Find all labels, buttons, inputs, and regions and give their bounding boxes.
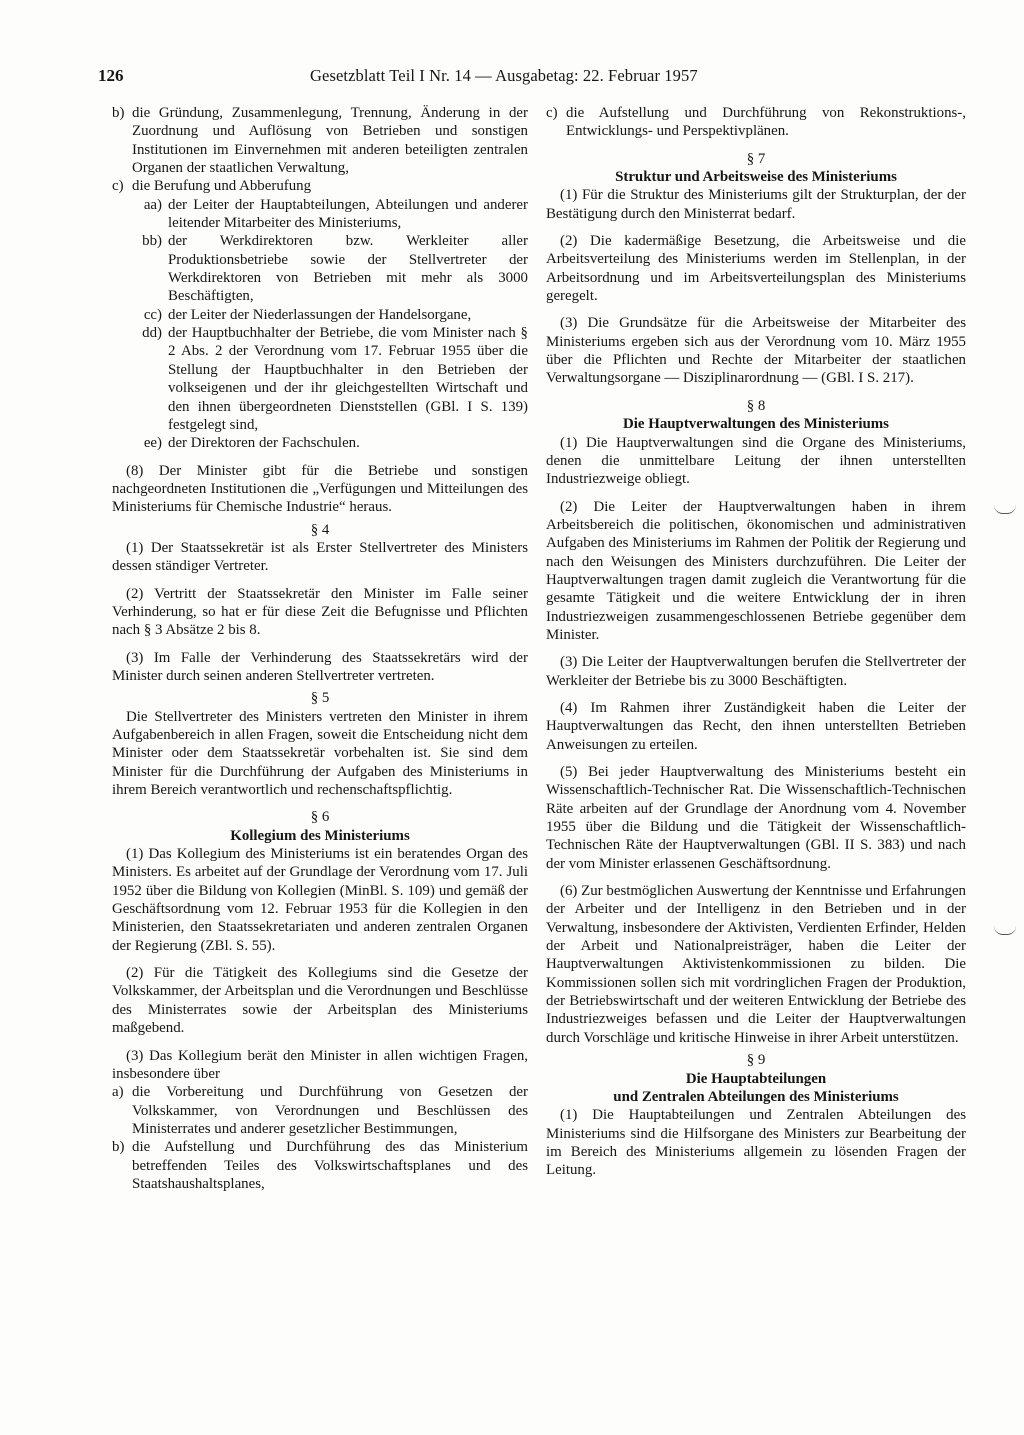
paragraph: (1) Die Hauptabteilungen und Zentralen Abteilungen des Ministeriums sind die Hilfsorgane des Ministers zur Bearbeitung der im Bereich des Ministeriums allgemein zu lösenden Fragen der Leitung. <box>546 1107 966 1179</box>
sub-list-item <box>112 434 528 452</box>
list-text: der Hauptbuchhalter der Betriebe, die vom Minister nach § 2 Abs. 2 der Verordnung vom 17. Februar 1955 über die Stellung der Hauptbuchhalter in den Betrieben der volkseigenen und der ihr gleichgestellten Wirtschaft und den ihnen übergeordneten Dienststellen (GBl. I S. 139) festgelegt sind, <box>168 325 528 433</box>
sub-list-item <box>112 324 528 434</box>
list-label: aa) <box>143 196 162 213</box>
paragraph: (3) Die Grundsätze für die Arbeitsweise der Mitarbeiter des Ministeriums ergeben sich aus der Verordnung vom 10. März 1955 über die Pflichten und Rechte der Mitarbeiter der staatlichen Verwaltungsorgane — Disziplinarordnung — (GBl. I S. 217). <box>546 315 966 387</box>
list-label: ee) <box>143 435 162 452</box>
paragraph: (1) Das Kollegium des Ministeriums ist ein beratendes Organ des Ministers. Es arbeitet auf der Grundlage der Verordnung vom 17. Juli 1952 über die Bildung von Kollegien (MinBl. S. 109) und gemäß der Geschäftsordnung vom 12. Februar 1953 für die Kollegien in den Ministerien, den Staatssekretariaten und anderen zentralen Organen der Regierung (ZBl. S. 55). <box>112 846 528 954</box>
list-text: der Leiter der Niederlassungen der Handelsorgane, <box>168 306 472 323</box>
paragraph: (2) Die Leiter der Hauptverwaltungen haben in ihrem Arbeitsbereich die politischen, ökonomischen und administrativen Aufgaben des Ministeriums im Rahmen der Politik der Regierung und nach den Weisungen des Ministers durchzuführen. Die Leiter der Hauptverwaltungen tragen damit zugleich die Verantwortung für die gesamte Tätigkeit und die weitere Entwicklung der in ihren Industriezweigen zusammengeschlossenen Betriebe gegenüber dem Minister. <box>546 498 966 643</box>
paragraph: (2) Vertritt der Staatssekretär den Minister im Falle seiner Verhinderung, so hat er für diese Zeit die Befugnisse und Pflichten nach § 3 Absätze 2 bis 8. <box>112 585 528 639</box>
list-label: dd) <box>142 325 162 342</box>
paragraph: (6) Zur bestmöglichen Auswertung der Kenntnisse und Erfahrungen der Arbeiter und der Intelligenz in den Betrieben und in der Verwaltung, insbesondere der Aktivisten, Verdienten Erfinder, Helden der Arbeit und Nationalpreisträger, haben die Leiter der Hauptverwaltungen Aktivistenkommissionen zu bilden. Die Kommissionen sollen sich mit vordringlichen Fragen der Produktion, der Betriebswirtschaft und der weiteren Entwicklung der Betriebe des Industriezweiges befassen und die Leiter der Hauptverwaltungen durch Vorschläge und kritische Hinweise in ihrer Arbeit unterstützen. <box>546 883 966 1046</box>
sub-list-item <box>112 196 528 233</box>
margin-mark <box>994 505 1016 514</box>
paragraph: Die Stellvertreter des Ministers vertreten den Minister in ihrem Aufgabenbereich in allen Fragen, soweit die Entscheidung nicht dem Minister oder dem Staatssekretär vorbehalten ist. Sie sind dem Minister für die Durchführung der Aufgaben des Ministeriums in ihrem Bereich verantwortlich und rechenschaftspflichtig. <box>112 708 528 799</box>
list-item <box>112 104 528 177</box>
paragraph: (5) Bei jeder Hauptverwaltung des Ministeriums besteht ein Wissenschaftlich-Technischer Rat. Die Wissenschaftlich-Technischen Räte arbeiten auf der Grundlage der Anordnung vom 4. November 1955 über die Bildung und die Tätigkeit der Wissenschaftlich-Technischen Räte der Hauptverwaltungen (GBl. II S. 383) und nach der vom Minister erlassenen Geschäftsordnung. <box>546 764 966 872</box>
list-label: c) <box>546 105 558 121</box>
section-title: Struktur und Arbeitsweise des Ministeriums <box>615 169 897 186</box>
list-text: die Aufstellung und Durchführung des das Ministerium betreffenden Teiles des Volkswirtschaftsplanes und des Staatshaushaltsplanes, <box>132 1139 528 1192</box>
list-label: b) <box>112 1139 125 1156</box>
gazette-title: Gesetzblatt Teil I Nr. 14 — Ausgabetag: 22. Februar 1957 <box>310 66 698 85</box>
page-header <box>90 66 970 86</box>
list-label: b) <box>112 105 125 121</box>
sub-list-item <box>112 232 528 305</box>
list-text: die Vorbereitung und Durchführung von Gesetzen der Volkskammer, von Verordnungen und Beschlüssen des Ministerrates und anderer gesetzlicher Bestimmungen, <box>132 1084 528 1137</box>
section-title: Kollegium des Ministeriums <box>230 827 410 844</box>
section-heading: § 8 <box>746 397 766 414</box>
section-title: Die Hauptabteilungen <box>685 1070 827 1087</box>
list-text: die Berufung und Abberufung <box>132 178 312 195</box>
list-label: bb) <box>142 233 162 250</box>
paragraph: (3) Das Kollegium berät den Minister in allen wichtigen Fragen, insbesondere über <box>112 1047 528 1082</box>
list-label: cc) <box>143 306 162 323</box>
section-heading: § 4 <box>310 521 330 538</box>
section-heading: § 9 <box>746 1052 766 1069</box>
list-text: die Gründung, Zusammenlegung, Trennung, Änderung in der Zuordnung und Auflösung von Betrieben und sonstigen Institutionen im Einvernehmen mit anderen beteiligten zentralen Organen der staatlichen Verwaltung, <box>132 105 528 177</box>
list-text: der Werkdirektoren bzw. Werkleiter aller Produktionsbetriebe sowie der Stellvertreter der Werkdirektoren von Betrieben mit mehr als 3000 Beschäftigten, <box>168 233 528 305</box>
list-item <box>546 104 966 141</box>
list-item <box>112 1083 528 1138</box>
paragraph: (1) Der Staatssekretär ist als Erster Stellvertreter des Ministers dessen ständiger Vertreter. <box>112 539 528 575</box>
paragraph: (2) Die kadermäßige Besetzung, die Arbeitsweise und die Arbeitsverteilung des Ministeriums werden im Stellenplan, in der Arbeitsordnung und im Arbeitsverteilungsplan des Ministeriums geregelt. <box>546 233 966 305</box>
section-heading: § 5 <box>310 690 330 707</box>
paragraph: (1) Die Hauptverwaltungen sind die Organe des Ministeriums, denen die unmittelbare Leitung der ihnen unterstellten Industriezweige obliegt. <box>546 434 966 488</box>
paragraph: (3) Im Falle der Verhinderung des Staatssekretärs wird der Minister durch seinen anderen Stellvertreter vertreten. <box>112 649 528 684</box>
list-text: der Direktoren der Fachschulen. <box>168 435 360 452</box>
list-label: c) <box>112 178 124 195</box>
section-title: und Zentralen Abteilungen des Ministeriums <box>613 1088 899 1105</box>
section-heading: § 7 <box>746 150 766 167</box>
section-heading: § 6 <box>310 809 330 826</box>
paragraph: (3) Die Leiter der Hauptverwaltungen berufen die Stellvertreter der Werkleiter der Betriebe bis zu 3000 Beschäftigten. <box>546 654 966 689</box>
section-title: Die Hauptverwaltungen des Ministeriums <box>623 416 889 433</box>
list-text: die Aufstellung und Durchführung von Rekonstruktions-, Entwicklungs- und Perspektivplänen. <box>566 105 966 140</box>
paragraph: (2) Für die Tätigkeit des Kollegiums sind die Gesetze der Volkskammer, der Arbeitsplan und die Verordnungen und Beschlüsse des Ministerrates sowie der Arbeitsplan des Ministeriums maßgebend. <box>112 965 528 1037</box>
list-item <box>112 177 528 195</box>
list-text: der Leiter der Hauptabteilungen, Abteilungen und anderer leitender Mitarbeiter des Ministeriums, <box>168 196 528 232</box>
left-column <box>112 104 528 1193</box>
sub-list-item <box>112 306 528 324</box>
page-number: 126 <box>98 66 124 85</box>
paragraph: (8) Der Minister gibt für die Betriebe und sonstigen nachgeordneten Institutionen die „Verfügungen und Mitteilungen des Ministeriums für Chemische Industrie“ heraus. <box>112 462 528 516</box>
list-item <box>112 1138 528 1193</box>
right-column <box>546 104 966 1180</box>
paragraph: (1) Für die Struktur des Ministeriums gilt der Strukturplan, der der Bestätigung durch den Ministerrat bedarf. <box>546 187 966 222</box>
margin-mark <box>994 926 1016 935</box>
list-label: a) <box>112 1084 124 1101</box>
paragraph: (4) Im Rahmen ihrer Zuständigkeit haben die Leiter der Hauptverwaltungen das Recht, den ihnen unterstellten Betrieben Anweisungen zu erteilen. <box>546 699 966 753</box>
